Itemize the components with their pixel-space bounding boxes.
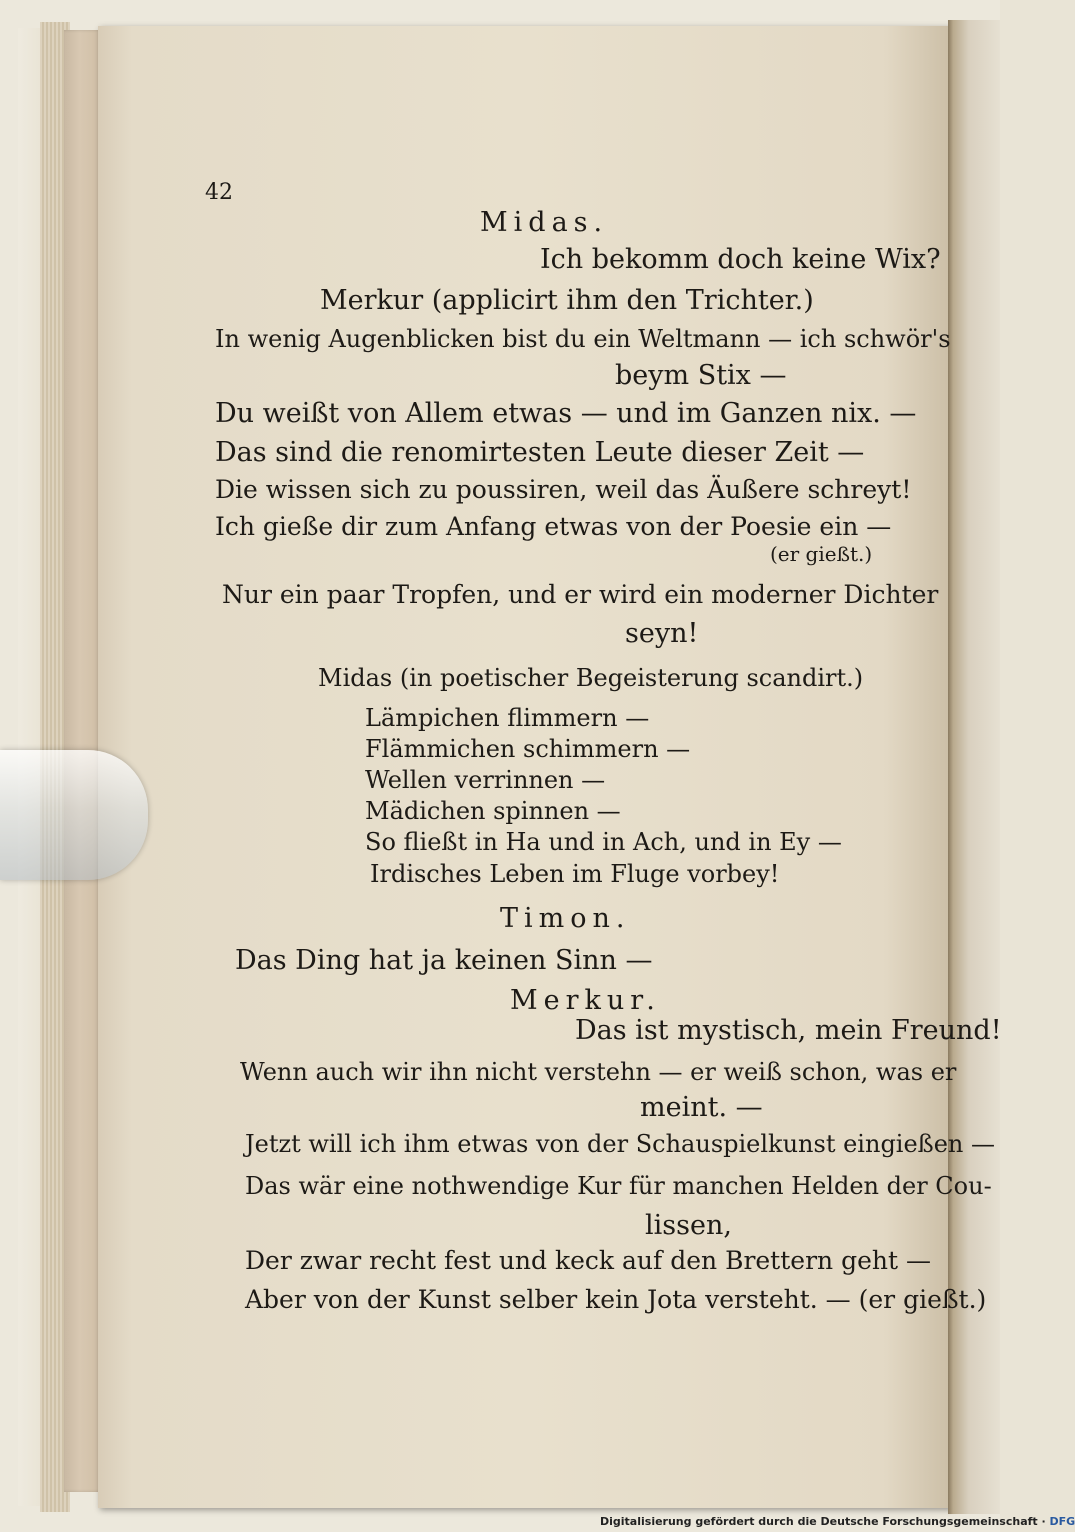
verse-line: seyn! <box>625 618 699 649</box>
verse-line: beym Stix — <box>615 360 787 391</box>
verse-line: Irdisches Leben im Fluge vorbey! <box>370 860 780 888</box>
verse-line: Nur ein paar Tropfen, und er wird ein moderner Dichter <box>222 580 939 609</box>
stage-direction: (er gießt.) <box>770 542 873 566</box>
verse-line: Lämpichen flimmern — <box>365 704 650 732</box>
page-number: 42 <box>205 180 233 205</box>
verse-line: Aber von der Kunst selber kein Jota versteht. — (er gießt.) <box>245 1285 987 1314</box>
digitization-credit <box>600 1512 1075 1532</box>
verse-line: Flämmichen schimmern — <box>365 735 691 763</box>
speaker-direction: Merkur (applicirt ihm den Trichter.) <box>320 285 814 316</box>
verse-line: Das wär eine nothwendige Kur für manchen Helden der Cou- <box>245 1172 992 1200</box>
verse-line: Ich bekomm doch keine Wix? <box>540 244 941 275</box>
speaker-name: Midas. <box>480 207 609 238</box>
speaker-name: Merkur. <box>510 985 661 1016</box>
dfg-logo: DFG <box>1049 1515 1075 1528</box>
verse-line: Ich gieße dir zum Anfang etwas von der Poesie ein — <box>215 512 892 541</box>
verse-line: lissen, <box>645 1210 732 1241</box>
verse-line: Das ist mystisch, mein Freund! <box>575 1015 1002 1046</box>
verse-line: Das Ding hat ja keinen Sinn — <box>235 945 653 976</box>
verse-line: So fließt in Ha und in Ach, und in Ey — <box>365 828 842 856</box>
verse-line: Mädichen spinnen — <box>365 797 621 825</box>
verse-line: meint. — <box>640 1092 763 1123</box>
speaker-direction: Midas (in poetischer Begeisterung scandirt.) <box>318 664 864 692</box>
verse-line: Wellen verrinnen — <box>365 766 606 794</box>
verse-line: In wenig Augenblicken bist du ein Weltmann — ich schwör's <box>215 325 951 353</box>
verse-line: Die wissen sich zu poussiren, weil das Äußere schreyt! <box>215 475 912 504</box>
credit-text: Digitalisierung gefördert durch die Deutsche Forschungsgemeinschaft · <box>600 1515 1046 1528</box>
verse-line: Der zwar recht fest und keck auf den Brettern geht — <box>245 1246 931 1275</box>
verse-line: Du weißt von Allem etwas — und im Ganzen nix. — <box>215 398 917 429</box>
speaker-name: Timon. <box>500 903 631 934</box>
verse-line: Wenn auch wir ihn nicht verstehn — er weiß schon, was er <box>240 1058 957 1086</box>
verse-line: Jetzt will ich ihm etwas von der Schauspielkunst eingießen — <box>245 1130 995 1158</box>
verse-line: Das sind die renomirtesten Leute dieser Zeit — <box>215 437 865 468</box>
